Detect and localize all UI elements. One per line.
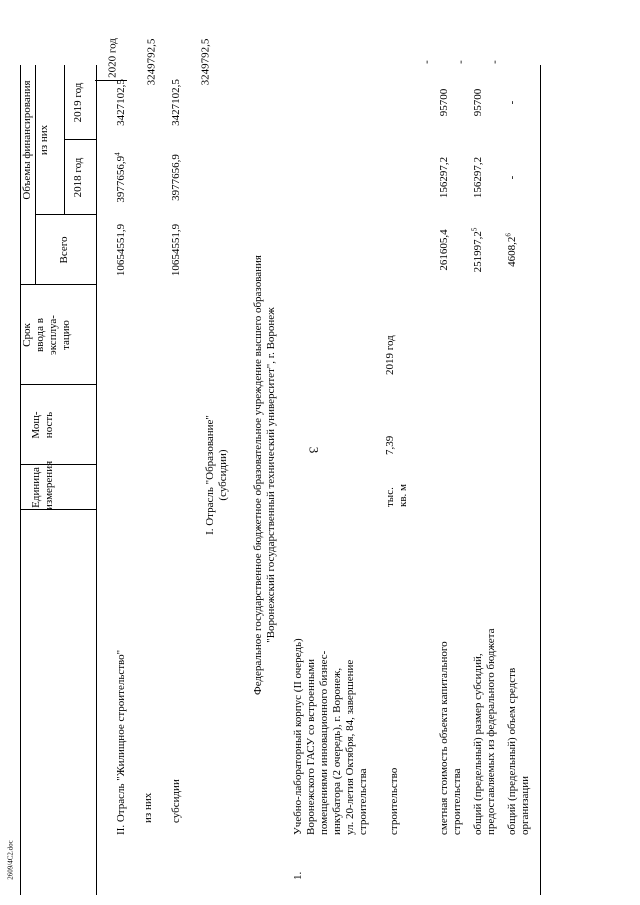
section2-sub-2020: 3249792,5 [199,38,212,86]
org-funds-row-2020: - [488,60,501,64]
table-bottom-rule [540,65,541,895]
footer-code: 2609/4C2.doc [6,840,15,880]
cost-row-label: сметная стоимость объекта капитального строительства [438,641,463,835]
year-2020-column [95,20,125,210]
section2-sub-2018: 3977656,9 [170,154,182,201]
section2-2020: 3249792,5 [145,38,158,86]
item1-capacity: 7,39 [384,435,396,455]
section2-subsidies: субсидии [170,779,182,823]
subsidy-row-2018: 156297,2 [472,156,484,199]
item1-number: 1. [292,871,304,880]
org-funds-row-label: общий (предельный) объем средств организации [506,667,531,835]
section1-title: I. Отрасль "Образование" (субсидии) [204,415,229,535]
item1-unit: тыс. кв. м [384,484,409,507]
subsidy-row-2019: 95700 [472,88,484,117]
of-which-rule [64,65,65,215]
org-funds-row-total: 4608,2$^6$ [504,233,518,267]
header-of-which: из них [38,124,50,156]
section2-title: II. Отрасль "Жилищное строительство" [115,649,127,835]
header-year-2018: 2018 год [72,157,84,198]
item1-deadline: 2019 год [384,335,396,375]
header-year-2020-label: 2020 год [106,38,119,78]
subsidy-row-label: общий (предельный) размер субсидий, предоставляемых из федерального бюджета [472,628,497,835]
header-deadline: Срок ввода в эксплуа- тацию [21,315,72,355]
financing-header-rule [35,65,36,285]
cost-row-2018: 156297,2 [438,156,450,199]
section2-sub-total: 10654551,9 [170,223,182,277]
section1-organization: Федеральное государственное бюджетное образовательное учреждение высшего образования "Воронежский государственный технический университет", г. Воронеж [252,255,277,695]
org-funds-row-2019: - [506,100,518,105]
section2-total: 10654551,9 [115,223,127,277]
section2-of-which: из них [142,792,154,823]
cost-row-2019: 95700 [438,88,450,117]
header-financing: Объемы финансирования [21,80,33,200]
subsidy-row-total: 251997,2$^5$ [470,227,484,273]
subsidy-row-2020: - [454,60,467,64]
item1-description: Учебно-лабораторный корпус (II очередь) Воронежского ГАСУ со встроенными помещениями инновационного бизнес- инкубатора (2 очередь), г. Воронеж, ул. 20-летия Октября, 84, завершение строительства [292,638,369,835]
header-unit: Единица измерения [30,460,55,510]
header-year-2019: 2019 год [72,82,84,123]
header-total: Всего [58,236,70,264]
section2-2019: 3427102,5 [115,79,127,126]
section2-2018: 3977656,9$^4$ [113,152,127,203]
item1-construction-label: строительство [388,767,400,835]
section2-sub-2019: 3427102,5 [170,79,182,126]
page-number: 3 [306,446,322,454]
header-capacity: Мощ- ность [30,411,55,439]
cost-row-2020: - [420,60,433,64]
cost-row-total: 261605,4 [438,229,450,271]
org-funds-row-2018: - [506,175,518,180]
